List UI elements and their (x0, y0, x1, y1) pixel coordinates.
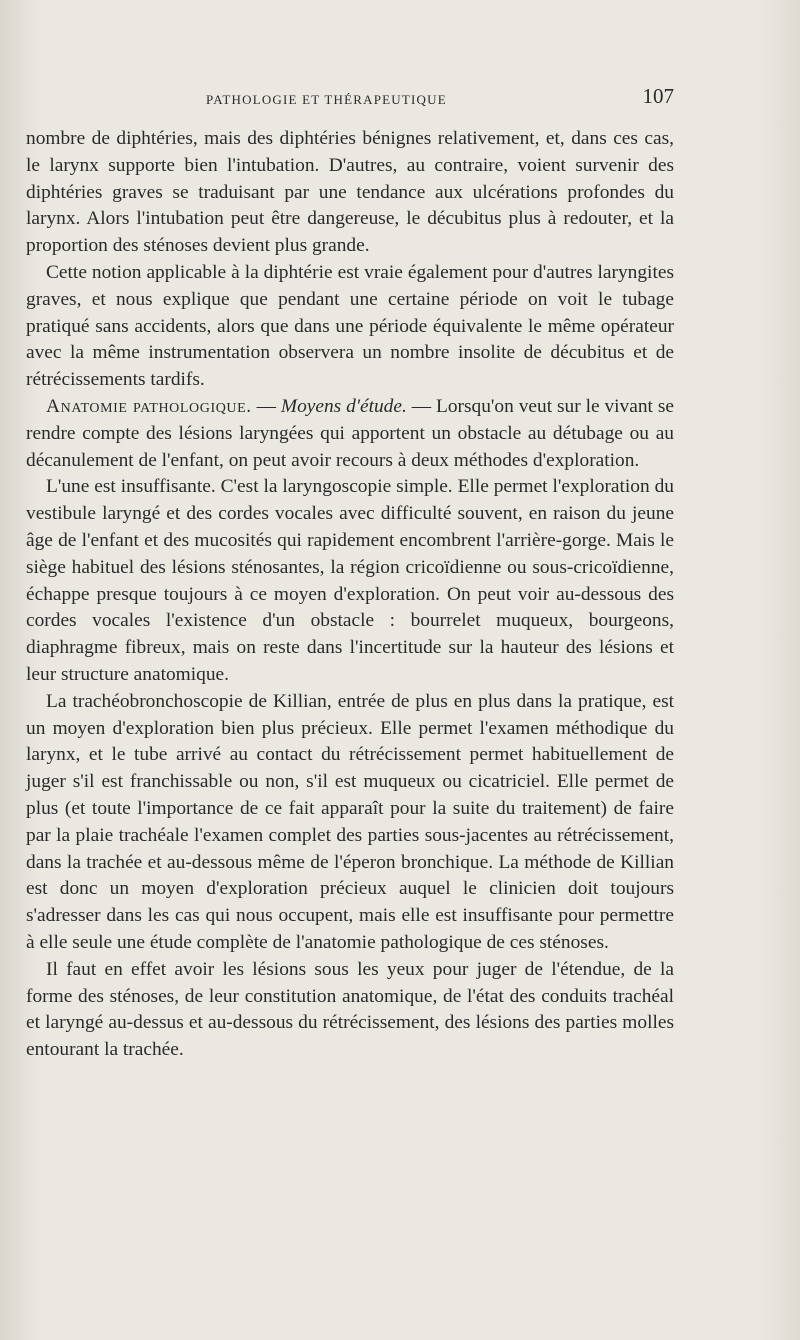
book-page (26, 80, 674, 1064)
paragraph-5: La trachéobronchoscopie de Killian, entrée de plus en plus dans la pratique, est un moyen d'exploration bien plus précieux. Elle permet l'examen méthodique du larynx, et le tube arrivé au contact du rétrécissement permet habituellement de juger s'il est franchissable ou non, s'il est muqueux ou cicatriciel. Elle permet de plus (et toute l'importance de ce fait apparaît pour la suite du traitement) de faire par la plaie trachéale l'examen complet des parties sous-jacentes au rétrécissement, dans la trachée et au-dessous même de l'éperon bronchique. La méthode de Killian est donc un moyen d'exploration précieux auquel le clinicien doit toujours s'adresser dans les cas qui nous occupent, mais elle est insuffisante pour permettre à elle seule une étude complète de l'anatomie pathologique de ces sténoses. (26, 690, 674, 953)
paragraph-4: L'une est insuffisante. C'est la laryngoscopie simple. Elle permet l'exploration du vestibule laryngé et des cordes vocales avec difficulté souvent, en raison du jeune âge de l'enfant et des mucosités qui rapidement encombrent l'arrière-gorge. Mais le siège habituel des lésions sténosantes, la région cricoïdienne ou sous-cricoïdienne, échappe presque toujours à ce moyen d'exploration. On peut voir au-dessous des cordes vocales l'existence d'un obstacle : bourrelet muqueux, bourgeons, diaphragme fibreux, mais on reste dans l'incertitude sur la hauteur des lésions et leur structure anatomique. (26, 476, 674, 685)
section-subheading: Moyens d'étude. (280, 395, 407, 417)
heading-dash-1: — (251, 395, 281, 417)
body-text (26, 126, 674, 1064)
running-title: PATHOLOGIE ET THÉRAPEUTIQUE (206, 92, 447, 107)
page-number: 107 (642, 84, 674, 108)
paragraph-3-text: Lorsqu'on veut sur le vivant se rendre compte des lésions laryngées qui apportent un obstacle au détubage ou au décanulement de l'enfant, on peut avoir recours à deux méthodes d'exploration. (26, 395, 674, 471)
running-head (26, 80, 674, 116)
paragraph-1: nombre de diphtéries, mais des diphtéries bénignes relativement, et, dans ces cas, le larynx supporte bien l'intubation. D'autres, au contraire, voient survenir des diphtéries graves se traduisant par une tendance aux ulcérations profondes du larynx. Alors l'intubation peut être dangereuse, le décubitus plus à redouter, et la proportion des sténoses devient plus grande. (26, 128, 674, 257)
paragraph-6: Il faut en effet avoir les lésions sous les yeux pour juger de l'étendue, de la forme des sténoses, de leur constitution anatomique, de l'état des conduits trachéal et laryngé au-dessus et au-dessous du rétrécissement, des lésions des parties molles entourant la trachée. (26, 958, 674, 1061)
paragraph-3 (26, 394, 674, 474)
heading-dash-2: — (406, 395, 436, 417)
paragraph-2: Cette notion applicable à la diphtérie est vraie également pour d'autres laryngites graves, et nous explique que pendant une certaine période on voit le tubage pratiqué sans accidents, alors que dans une période équivalente le même opérateur avec la même instrumentation observera un nombre insolite de décubitus et de rétrécissements tardifs. (26, 261, 674, 391)
section-heading: Anatomie pathologique. (46, 395, 252, 417)
